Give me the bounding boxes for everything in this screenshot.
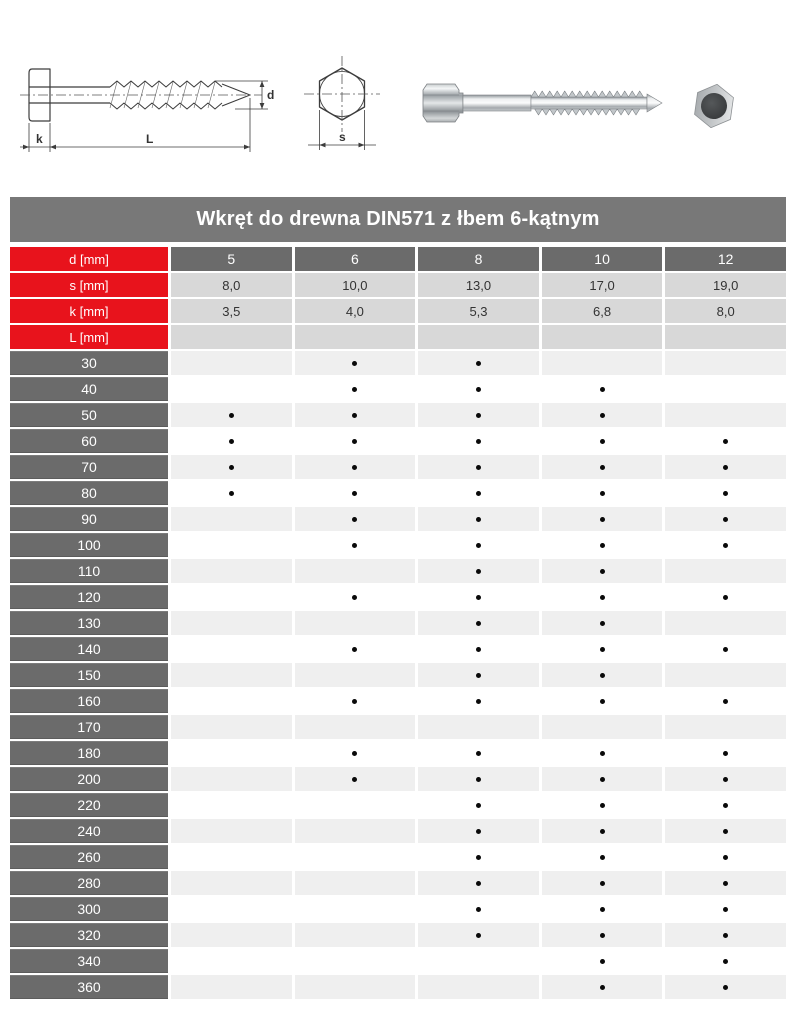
- availability-dot: [723, 985, 728, 990]
- availability-cell: [542, 923, 663, 947]
- availability-dot: [352, 439, 357, 444]
- availability-cell: [171, 845, 292, 869]
- availability-cell: [295, 611, 416, 635]
- availability-cell: [171, 767, 292, 791]
- availability-dot: [723, 647, 728, 652]
- spec-row: [10, 273, 786, 297]
- availability-cell: [295, 559, 416, 583]
- availability-cell: [171, 585, 292, 609]
- availability-dot: [600, 465, 605, 470]
- availability-cell: [295, 351, 416, 375]
- availability-cell: [542, 871, 663, 895]
- availability-cell: [542, 767, 663, 791]
- availability-cell: [171, 637, 292, 661]
- availability-cell: [418, 559, 539, 583]
- spec-value-cell: 4,0: [295, 299, 416, 323]
- length-row: [10, 689, 786, 713]
- availability-dot: [476, 803, 481, 808]
- dim-l-label: L: [146, 132, 154, 146]
- availability-dot: [476, 673, 481, 678]
- availability-dot: [600, 673, 605, 678]
- availability-cell: [171, 819, 292, 843]
- availability-dot: [476, 777, 481, 782]
- availability-cell: [295, 793, 416, 817]
- length-cell: 220: [10, 793, 168, 817]
- availability-cell: [542, 819, 663, 843]
- length-cell: 360: [10, 975, 168, 999]
- availability-cell: [295, 819, 416, 843]
- availability-dot: [352, 517, 357, 522]
- availability-cell: [171, 663, 292, 687]
- availability-cell: [295, 533, 416, 557]
- availability-cell: [665, 715, 786, 739]
- table-title: Wkręt do drewna DIN571 z łbem 6-kątnym: [10, 197, 786, 242]
- spec-value-cell: 3,5: [171, 299, 292, 323]
- availability-cell: [665, 455, 786, 479]
- availability-dot: [723, 465, 728, 470]
- availability-cell: [665, 741, 786, 765]
- availability-dot: [600, 777, 605, 782]
- length-row: [10, 455, 786, 479]
- length-cell: 320: [10, 923, 168, 947]
- availability-cell: [418, 611, 539, 635]
- availability-dot: [723, 543, 728, 548]
- length-row: [10, 845, 786, 869]
- availability-dot: [600, 491, 605, 496]
- availability-cell: [665, 923, 786, 947]
- availability-cell: [542, 403, 663, 427]
- length-row: [10, 559, 786, 583]
- availability-dot: [352, 699, 357, 704]
- length-cell: 150: [10, 663, 168, 687]
- availability-cell: [418, 871, 539, 895]
- length-row: [10, 871, 786, 895]
- availability-dot: [476, 569, 481, 574]
- availability-dot: [476, 595, 481, 600]
- availability-cell: [418, 663, 539, 687]
- availability-cell: [171, 689, 292, 713]
- availability-cell: [171, 975, 292, 999]
- availability-cell: [295, 715, 416, 739]
- availability-cell: [295, 741, 416, 765]
- availability-cell: [171, 455, 292, 479]
- availability-cell: [665, 793, 786, 817]
- hex-head-photo-svg: [692, 84, 736, 128]
- spec-row: [10, 299, 786, 323]
- length-cell: 30: [10, 351, 168, 375]
- length-row: [10, 403, 786, 427]
- availability-cell: [418, 767, 539, 791]
- availability-cell: [171, 559, 292, 583]
- screw-photo-svg: [415, 78, 665, 128]
- dim-k-label: k: [36, 132, 43, 146]
- length-row: [10, 975, 786, 999]
- availability-cell: [171, 923, 292, 947]
- availability-cell: [171, 403, 292, 427]
- availability-cell: [295, 767, 416, 791]
- availability-dot: [600, 699, 605, 704]
- availability-dot: [229, 439, 234, 444]
- availability-cell: [542, 507, 663, 531]
- availability-dot: [723, 803, 728, 808]
- length-row: [10, 741, 786, 765]
- availability-cell: [418, 845, 539, 869]
- length-cell: 130: [10, 611, 168, 635]
- spec-value-cell: 5,3: [418, 299, 539, 323]
- availability-dot: [600, 959, 605, 964]
- length-cell: 200: [10, 767, 168, 791]
- length-row: [10, 663, 786, 687]
- length-cell: 90: [10, 507, 168, 531]
- length-row: [10, 611, 786, 635]
- availability-cell: [665, 611, 786, 635]
- availability-cell: [542, 377, 663, 401]
- availability-cell: [295, 403, 416, 427]
- availability-cell: [665, 897, 786, 921]
- availability-cell: [542, 949, 663, 973]
- availability-cell: [171, 351, 292, 375]
- availability-dot: [600, 751, 605, 756]
- length-cell: 280: [10, 871, 168, 895]
- spec-value-cell: 17,0: [542, 273, 663, 297]
- length-cell: 160: [10, 689, 168, 713]
- row-header-cell: k [mm]: [10, 299, 168, 323]
- spec-row: [10, 247, 786, 271]
- availability-dot: [600, 595, 605, 600]
- table-rows: [10, 247, 786, 999]
- availability-cell: [665, 871, 786, 895]
- spec-value-cell: 8,0: [171, 273, 292, 297]
- length-cell: 110: [10, 559, 168, 583]
- availability-dot: [600, 803, 605, 808]
- availability-cell: [542, 481, 663, 505]
- availability-cell: [171, 377, 292, 401]
- availability-dot: [352, 751, 357, 756]
- length-row: [10, 585, 786, 609]
- availability-cell: [542, 533, 663, 557]
- availability-cell: [295, 845, 416, 869]
- availability-cell: [295, 377, 416, 401]
- availability-cell: [295, 429, 416, 453]
- availability-cell: [171, 429, 292, 453]
- availability-cell: [171, 507, 292, 531]
- availability-cell: [171, 533, 292, 557]
- length-row: [10, 767, 786, 791]
- availability-dot: [476, 491, 481, 496]
- availability-cell: [665, 975, 786, 999]
- availability-cell: [418, 429, 539, 453]
- spec-value-cell: 6,8: [542, 299, 663, 323]
- availability-dot: [476, 465, 481, 470]
- availability-cell: [665, 767, 786, 791]
- length-row: [10, 533, 786, 557]
- availability-cell: [665, 429, 786, 453]
- availability-cell: [665, 585, 786, 609]
- length-row: [10, 819, 786, 843]
- length-cell: 60: [10, 429, 168, 453]
- availability-dot: [476, 751, 481, 756]
- availability-cell: [295, 949, 416, 973]
- availability-cell: [295, 871, 416, 895]
- availability-dot: [476, 647, 481, 652]
- availability-cell: [418, 949, 539, 973]
- availability-cell: [418, 507, 539, 531]
- availability-cell: [665, 351, 786, 375]
- length-cell: 170: [10, 715, 168, 739]
- availability-dot: [476, 881, 481, 886]
- availability-cell: [418, 481, 539, 505]
- availability-cell: [665, 845, 786, 869]
- spec-table: [10, 197, 786, 1001]
- length-cell: 70: [10, 455, 168, 479]
- drawings-section: [0, 0, 796, 190]
- availability-cell: [542, 897, 663, 921]
- availability-cell: [542, 975, 663, 999]
- spec-value-cell: 10,0: [295, 273, 416, 297]
- availability-cell: [542, 845, 663, 869]
- availability-cell: [665, 637, 786, 661]
- column-header-cell: 10: [542, 247, 663, 271]
- availability-dot: [723, 595, 728, 600]
- spec-value-cell: 8,0: [665, 299, 786, 323]
- availability-cell: [295, 689, 416, 713]
- length-cell: 80: [10, 481, 168, 505]
- length-row: [10, 481, 786, 505]
- availability-cell: [542, 429, 663, 453]
- availability-cell: [295, 923, 416, 947]
- availability-dot: [352, 465, 357, 470]
- availability-dot: [476, 387, 481, 392]
- availability-cell: [171, 741, 292, 765]
- length-cell: 120: [10, 585, 168, 609]
- availability-cell: [542, 741, 663, 765]
- availability-cell: [295, 585, 416, 609]
- availability-cell: [418, 689, 539, 713]
- availability-dot: [476, 361, 481, 366]
- availability-cell: [542, 611, 663, 635]
- availability-dot: [352, 387, 357, 392]
- availability-cell: [171, 897, 292, 921]
- availability-dot: [723, 907, 728, 912]
- availability-cell: [171, 715, 292, 739]
- row-header-cell: d [mm]: [10, 247, 168, 271]
- length-row: [10, 507, 786, 531]
- availability-cell: [418, 793, 539, 817]
- tech-drawing-svg: [10, 35, 290, 165]
- availability-cell: [542, 793, 663, 817]
- availability-dot: [600, 439, 605, 444]
- availability-cell: [418, 455, 539, 479]
- column-header-cell: 8: [418, 247, 539, 271]
- availability-cell: [418, 897, 539, 921]
- spec-value-cell: [542, 325, 663, 349]
- spec-row: [10, 325, 786, 349]
- column-header-cell: 6: [295, 247, 416, 271]
- availability-dot: [476, 517, 481, 522]
- availability-cell: [171, 481, 292, 505]
- availability-cell: [418, 715, 539, 739]
- availability-cell: [665, 377, 786, 401]
- availability-cell: [418, 923, 539, 947]
- availability-dot: [476, 699, 481, 704]
- availability-cell: [295, 481, 416, 505]
- availability-cell: [295, 975, 416, 999]
- availability-cell: [542, 351, 663, 375]
- availability-dot: [229, 465, 234, 470]
- availability-dot: [476, 933, 481, 938]
- availability-dot: [600, 517, 605, 522]
- availability-dot: [723, 699, 728, 704]
- availability-dot: [723, 777, 728, 782]
- spec-value-cell: [418, 325, 539, 349]
- availability-dot: [352, 647, 357, 652]
- availability-cell: [665, 689, 786, 713]
- availability-cell: [171, 871, 292, 895]
- length-row: [10, 715, 786, 739]
- availability-dot: [476, 829, 481, 834]
- availability-cell: [418, 585, 539, 609]
- availability-dot: [352, 413, 357, 418]
- availability-dot: [600, 647, 605, 652]
- availability-dot: [600, 569, 605, 574]
- length-cell: 240: [10, 819, 168, 843]
- spec-value-cell: 19,0: [665, 273, 786, 297]
- availability-cell: [295, 663, 416, 687]
- length-cell: 180: [10, 741, 168, 765]
- row-header-cell: L [mm]: [10, 325, 168, 349]
- availability-dot: [600, 387, 605, 392]
- length-cell: 100: [10, 533, 168, 557]
- length-cell: 340: [10, 949, 168, 973]
- availability-dot: [600, 985, 605, 990]
- availability-cell: [665, 949, 786, 973]
- availability-cell: [665, 507, 786, 531]
- availability-cell: [542, 559, 663, 583]
- length-row: [10, 897, 786, 921]
- availability-dot: [723, 959, 728, 964]
- row-header-cell: s [mm]: [10, 273, 168, 297]
- length-cell: 260: [10, 845, 168, 869]
- availability-dot: [723, 439, 728, 444]
- availability-dot: [723, 829, 728, 834]
- availability-dot: [600, 907, 605, 912]
- column-header-cell: 5: [171, 247, 292, 271]
- availability-cell: [418, 637, 539, 661]
- availability-dot: [723, 751, 728, 756]
- availability-cell: [171, 611, 292, 635]
- availability-dot: [723, 933, 728, 938]
- availability-dot: [476, 439, 481, 444]
- length-cell: 300: [10, 897, 168, 921]
- availability-dot: [600, 881, 605, 886]
- availability-cell: [542, 689, 663, 713]
- availability-dot: [476, 413, 481, 418]
- availability-cell: [418, 533, 539, 557]
- spec-value-cell: [171, 325, 292, 349]
- length-row: [10, 351, 786, 375]
- length-row: [10, 949, 786, 973]
- length-cell: 140: [10, 637, 168, 661]
- availability-dot: [229, 413, 234, 418]
- dim-s-label: s: [339, 130, 346, 144]
- availability-cell: [665, 481, 786, 505]
- availability-dot: [600, 543, 605, 548]
- availability-dot: [600, 413, 605, 418]
- availability-cell: [418, 403, 539, 427]
- availability-cell: [665, 663, 786, 687]
- availability-dot: [723, 491, 728, 496]
- availability-cell: [542, 715, 663, 739]
- availability-cell: [295, 507, 416, 531]
- length-cell: 40: [10, 377, 168, 401]
- availability-cell: [295, 897, 416, 921]
- availability-dot: [600, 829, 605, 834]
- length-row: [10, 793, 786, 817]
- availability-dot: [723, 855, 728, 860]
- spec-value-cell: 13,0: [418, 273, 539, 297]
- hex-front-view-svg: [298, 50, 388, 165]
- availability-dot: [723, 517, 728, 522]
- availability-cell: [418, 975, 539, 999]
- availability-cell: [542, 585, 663, 609]
- length-row: [10, 429, 786, 453]
- availability-cell: [542, 637, 663, 661]
- length-cell: 50: [10, 403, 168, 427]
- availability-dot: [600, 933, 605, 938]
- length-row: [10, 637, 786, 661]
- availability-cell: [418, 741, 539, 765]
- availability-cell: [665, 403, 786, 427]
- availability-dot: [600, 855, 605, 860]
- availability-dot: [352, 595, 357, 600]
- length-row: [10, 377, 786, 401]
- availability-dot: [476, 621, 481, 626]
- column-header-cell: 12: [665, 247, 786, 271]
- availability-cell: [295, 455, 416, 479]
- availability-dot: [229, 491, 234, 496]
- availability-cell: [665, 533, 786, 557]
- availability-dot: [352, 543, 357, 548]
- availability-dot: [600, 621, 605, 626]
- availability-cell: [418, 819, 539, 843]
- availability-cell: [542, 663, 663, 687]
- availability-dot: [723, 881, 728, 886]
- spec-value-cell: [665, 325, 786, 349]
- dim-d-label: d: [267, 88, 275, 102]
- length-row: [10, 923, 786, 947]
- availability-dot: [476, 543, 481, 548]
- availability-cell: [295, 637, 416, 661]
- availability-cell: [542, 455, 663, 479]
- availability-cell: [171, 949, 292, 973]
- availability-cell: [418, 351, 539, 375]
- availability-dot: [352, 777, 357, 782]
- availability-dot: [352, 491, 357, 496]
- availability-dot: [476, 907, 481, 912]
- availability-dot: [476, 855, 481, 860]
- spec-value-cell: [295, 325, 416, 349]
- availability-cell: [665, 559, 786, 583]
- availability-dot: [352, 361, 357, 366]
- availability-cell: [418, 377, 539, 401]
- availability-cell: [171, 793, 292, 817]
- availability-cell: [665, 819, 786, 843]
